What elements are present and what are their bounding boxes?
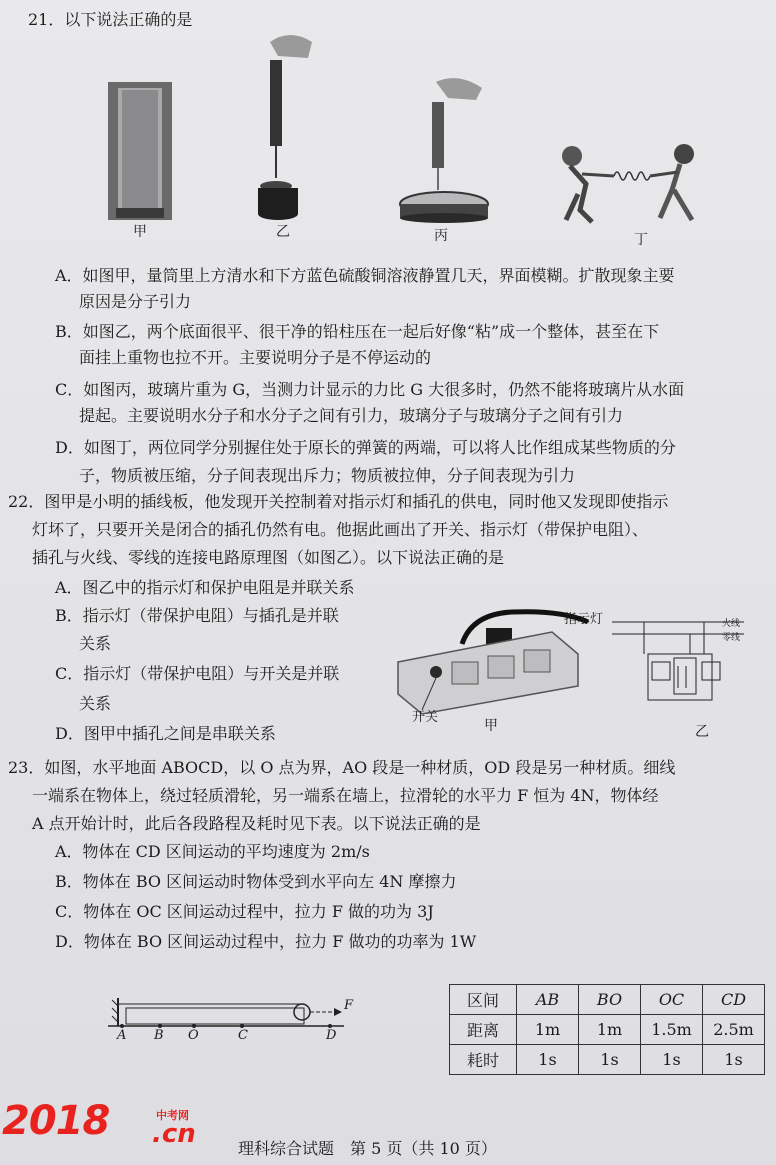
q23-stem-line2: 一端系在物体上，绕过轻质滑轮，另一端系在墙上，拉滑轮的水平力 F 恒为 4N，物体经 bbox=[32, 786, 659, 805]
table-cell: 1s bbox=[703, 1045, 765, 1075]
table-cell: 1s bbox=[517, 1045, 579, 1075]
table-cell: 2.5m bbox=[703, 1015, 765, 1045]
label-point-b: B bbox=[154, 1028, 164, 1043]
q21-option-a-line2: 原因是分子引力 bbox=[79, 292, 192, 311]
watermark-site-name: 中考网 bbox=[156, 1109, 189, 1122]
table-cell: 1m bbox=[517, 1015, 579, 1045]
fig-bing-glass-plate bbox=[398, 78, 490, 224]
q21-option-c-line2: 提起。主要说明水分子和水分子之间有引力，玻璃分子与玻璃分子之间有引力 bbox=[79, 406, 624, 425]
q22-option-b-line2: 关系 bbox=[79, 634, 112, 653]
fig-label-bing: 丙 bbox=[434, 228, 448, 244]
q22-stem-line1: 22．图甲是小明的插线板，他发现开关控制着对指示灯和插孔的供电，同时他又发现即使指示 bbox=[8, 492, 669, 511]
q22-stem-line3: 插孔与火线、零线的连接电路原理图（如图乙）。以下说法正确的是 bbox=[32, 548, 505, 567]
q23-stem-line3: A 点开始计时，此后各段路程及耗时见下表。以下说法正确的是 bbox=[32, 814, 481, 833]
q22-option-d: D．图甲中插孔之间是串联关系 bbox=[55, 724, 276, 743]
table-cell: 1.5m bbox=[641, 1015, 703, 1045]
table-row bbox=[450, 1045, 765, 1075]
table-header-cell: CD bbox=[703, 985, 765, 1015]
fig-label-ding: 丁 bbox=[634, 232, 648, 248]
q21-option-b-line1: B．如图乙，两个底面很平、很干净的铅柱压在一起后好像“粘”成一个整体，甚至在下 bbox=[55, 322, 660, 341]
watermark-logo: 2018 bbox=[2, 1098, 110, 1144]
q21-option-c-line1: C．如图丙，玻璃片重为 G，当测力计显示的力比 G 大很多时，仍然不能将玻璃片从水面 bbox=[55, 380, 685, 399]
table-cell: 距离 bbox=[450, 1015, 517, 1045]
q22-option-c-line1: C．指示灯（带保护电阻）与开关是并联 bbox=[55, 664, 340, 683]
page-footer: 理科综合试题 第 5 页（共 10 页） bbox=[238, 1139, 497, 1158]
fig-label-indicator: 指示灯 bbox=[564, 612, 604, 627]
q21-option-d-line2: 子，物质被压缩，分子间表现出斥力；物质被拉伸，分子间表现为引力 bbox=[79, 466, 576, 485]
label-point-o: O bbox=[188, 1028, 199, 1043]
q21-option-a-line1: A．如图甲，量筒里上方清水和下方蓝色硫酸铜溶液静置几天，界面模糊。扩散现象主要 bbox=[55, 266, 675, 285]
table-header-cell: OC bbox=[641, 985, 703, 1015]
q22-stem-line2: 灯坏了，只要开关是闭合的插孔仍然有电。他据此画出了开关、指示灯（带保护电阻）、 bbox=[32, 520, 649, 539]
table-row bbox=[450, 985, 765, 1015]
fig-ding-students-spring bbox=[556, 140, 706, 226]
q23-option-b: B．物体在 BO 区间运动时物体受到水平向左 4N 摩擦力 bbox=[55, 872, 457, 891]
fig-label-neutral-wire: 零线 bbox=[722, 633, 741, 643]
watermark-domain: .cn bbox=[152, 1119, 196, 1149]
q22-option-a: A．图乙中的指示灯和保护电阻是并联关系 bbox=[55, 578, 355, 597]
fig-jia-cylinder bbox=[104, 80, 176, 222]
table-cell: 1s bbox=[579, 1045, 641, 1075]
fig-label-jia: 甲 bbox=[133, 224, 147, 240]
q23-stem-line1: 23．如图，水平地面 ABOCD，以 O 点为界，AO 段是一种材质，OD 段是另一种材质。细线 bbox=[8, 758, 676, 777]
table-header-cell: 区间 bbox=[450, 985, 517, 1015]
label-point-a: A bbox=[117, 1028, 127, 1043]
table-row bbox=[450, 1015, 765, 1045]
table-cell: 1m bbox=[579, 1015, 641, 1045]
table-header-cell: BO bbox=[579, 985, 641, 1015]
q22-option-c-line2: 关系 bbox=[79, 694, 112, 713]
q23-option-a: A．物体在 CD 区间运动的平均速度为 2m/s bbox=[55, 842, 370, 861]
fig-power-strip bbox=[392, 604, 592, 722]
fig-label-yi: 乙 bbox=[276, 224, 290, 240]
table-cell: 1s bbox=[641, 1045, 703, 1075]
q23-option-c: C．物体在 OC 区间运动过程中，拉力 F 做的功为 3J bbox=[55, 902, 434, 921]
interval-table bbox=[449, 984, 765, 1075]
fig-label-live-wire: 火线 bbox=[722, 619, 741, 629]
label-point-d: D bbox=[326, 1028, 337, 1043]
fig-label-switch: 开关 bbox=[412, 710, 439, 725]
q22-option-b-line1: B．指示灯（带保护电阻）与插孔是并联 bbox=[55, 606, 339, 625]
fig-pulley-setup bbox=[108, 996, 358, 1046]
fig-yi-lead-cylinders bbox=[250, 28, 320, 222]
table-header-cell: AB bbox=[517, 985, 579, 1015]
label-force: F bbox=[344, 998, 354, 1013]
fig-label-jia-22: 甲 bbox=[484, 718, 498, 734]
q23-option-d: D．物体在 BO 区间运动过程中，拉力 F 做功的功率为 1W bbox=[55, 932, 477, 951]
fig-label-yi-22: 乙 bbox=[695, 724, 709, 740]
label-point-c: C bbox=[238, 1028, 248, 1043]
table-cell: 耗时 bbox=[450, 1045, 517, 1075]
q21-stem: 21．以下说法正确的是 bbox=[28, 10, 193, 29]
q21-option-b-line2: 面挂上重物也拉不开。主要说明分子是不停运动的 bbox=[79, 348, 432, 367]
q21-option-d-line1: D．如图丁，两位同学分别握住处于原长的弹簧的两端，可以将人比作组成某些物质的分 bbox=[55, 438, 676, 457]
